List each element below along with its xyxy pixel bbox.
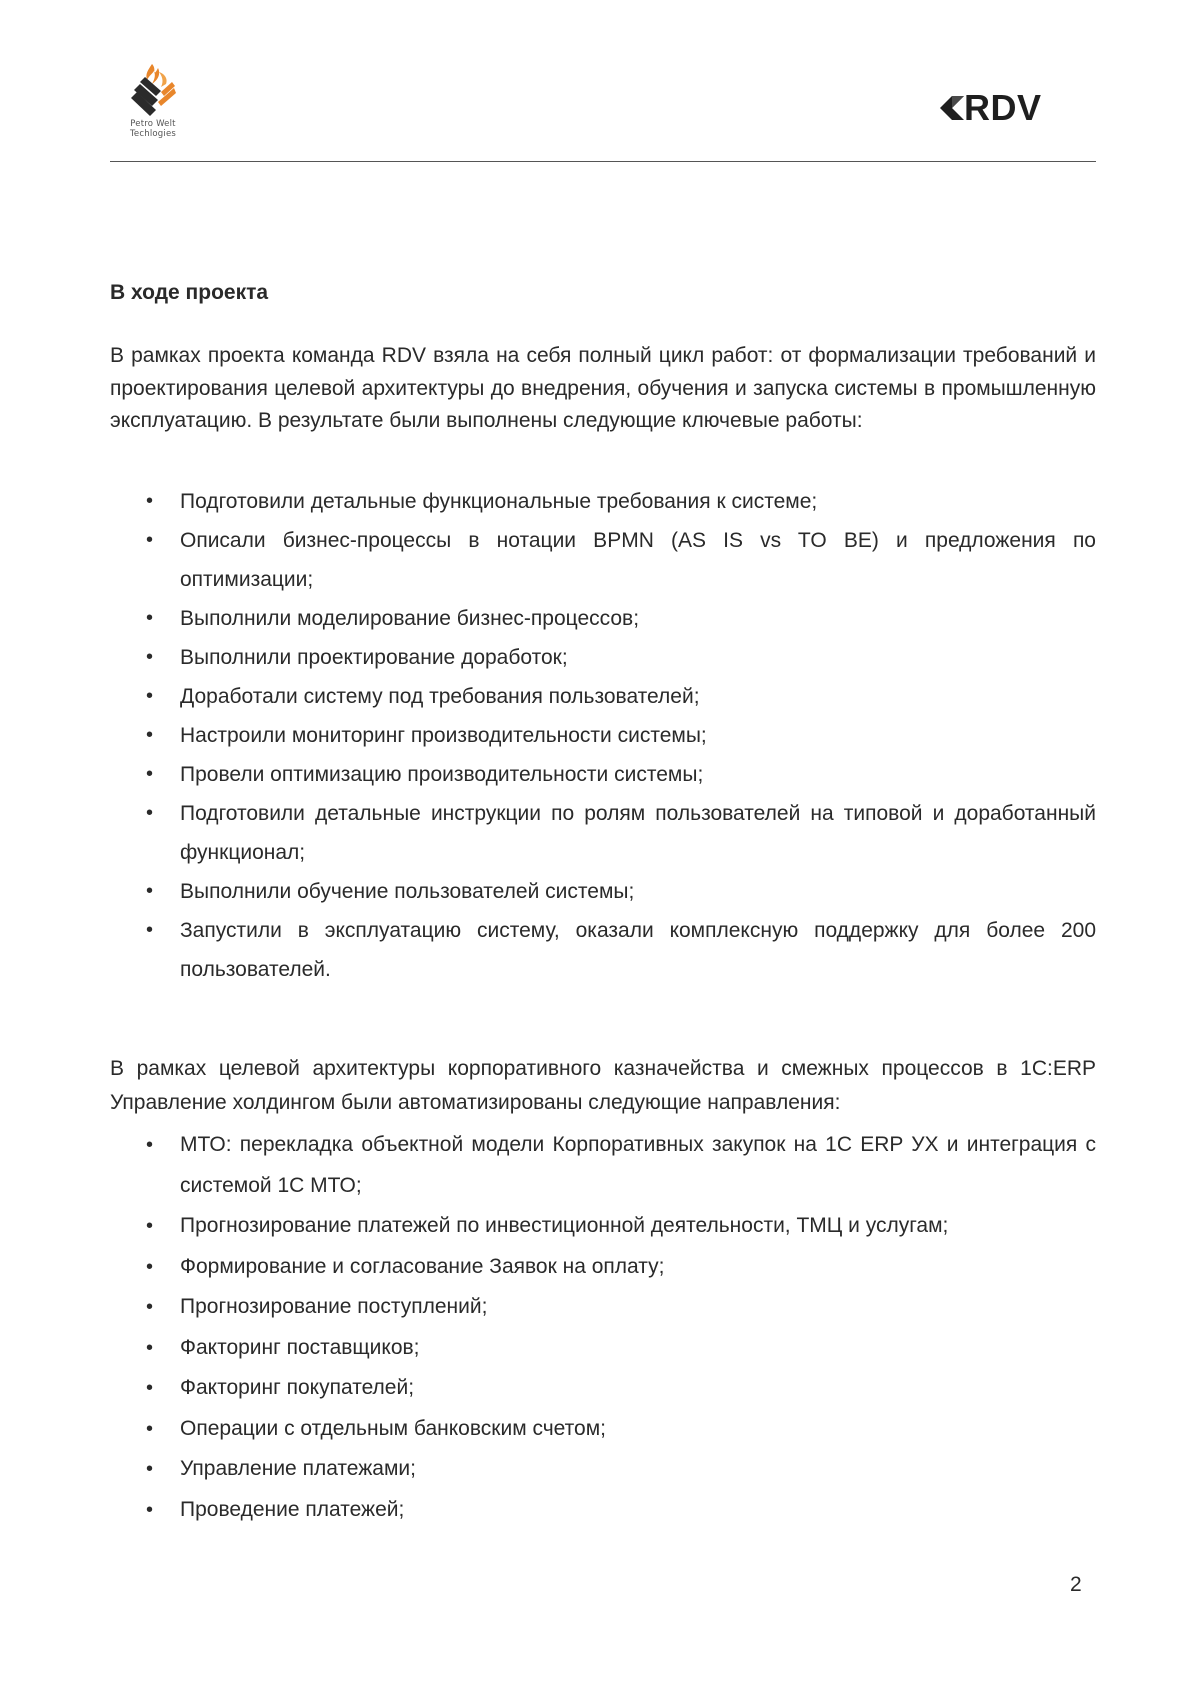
rdv-chevron-mark-icon	[940, 94, 964, 122]
intro-paragraph: В рамках проекта команда RDV взяла на себя полный цикл работ: от формализации требований и проектирования целевой архитектуры до внедрения, обучения и запуска системы в промышленную эксплуатацию. В результате были выполнены следующие ключевые работы:	[110, 344, 1096, 432]
list-item: • Выполнили обучение пользователей системы;	[110, 872, 1096, 911]
list-item: • Запустили в эксплуатацию систему, оказали комплексную поддержку для более 200 пользователей.	[110, 911, 1096, 989]
list-item: • Формирование и согласование Заявок на оплату;	[110, 1247, 1096, 1288]
list-item: • Выполнили моделирование бизнес-процессов;	[110, 599, 1096, 638]
architecture-paragraph: В рамках целевой архитектуры корпоративного казначейства и смежных процессов в 1С:ERP Управление холдингом были автоматизированы следующие направления:	[110, 1057, 1096, 1114]
list-item: • Подготовили детальные инструкции по ролям пользователей на типовой и доработанный функционал;	[110, 794, 1096, 872]
logo-text-line2: Techlogies	[129, 129, 176, 139]
list-item: • МТО: перекладка объектной модели Корпоративных закупок на 1С ERP УХ и интеграция с системой 1С МТО;	[110, 1125, 1096, 1206]
directions-list	[110, 1125, 1096, 1530]
logo-text-line1: Petro Welt	[130, 119, 176, 129]
list-item: • Настроили мониторинг производительности системы;	[110, 716, 1096, 755]
page-number: 2	[1070, 1573, 1082, 1596]
list-item: • Подготовили детальные функциональные требования к системе;	[110, 482, 1096, 521]
petro-welt-flame-logo-icon	[128, 62, 178, 118]
list-item: • Доработали систему под требования пользователей;	[110, 677, 1096, 716]
list-item: • Проведение платежей;	[110, 1490, 1096, 1531]
section-heading: В ходе проекта	[110, 281, 269, 304]
list-item: • Провели оптимизацию производительности системы;	[110, 755, 1096, 794]
works-list	[110, 482, 1096, 989]
petro-welt-logo	[115, 62, 191, 139]
list-item: • Факторинг покупателей;	[110, 1368, 1096, 1409]
header-divider	[110, 161, 1096, 162]
list-item: • Операции с отдельным банковским счетом;	[110, 1409, 1096, 1450]
list-item: • Управление платежами;	[110, 1449, 1096, 1490]
petro-welt-logo-text	[115, 119, 191, 139]
list-item: • Прогнозирование платежей по инвестиционной деятельности, ТМЦ и услугам;	[110, 1206, 1096, 1247]
list-item: • Факторинг поставщиков;	[110, 1328, 1096, 1369]
list-item: • Описали бизнес-процессы в нотации BPMN (AS IS vs TO BE) и предложения по оптимизации;	[110, 521, 1096, 599]
list-item: • Выполнили проектирование доработок;	[110, 638, 1096, 677]
list-item: • Прогнозирование поступлений;	[110, 1287, 1096, 1328]
rdv-logo-text: RDV	[964, 87, 1042, 128]
rdv-logo	[940, 88, 1090, 128]
